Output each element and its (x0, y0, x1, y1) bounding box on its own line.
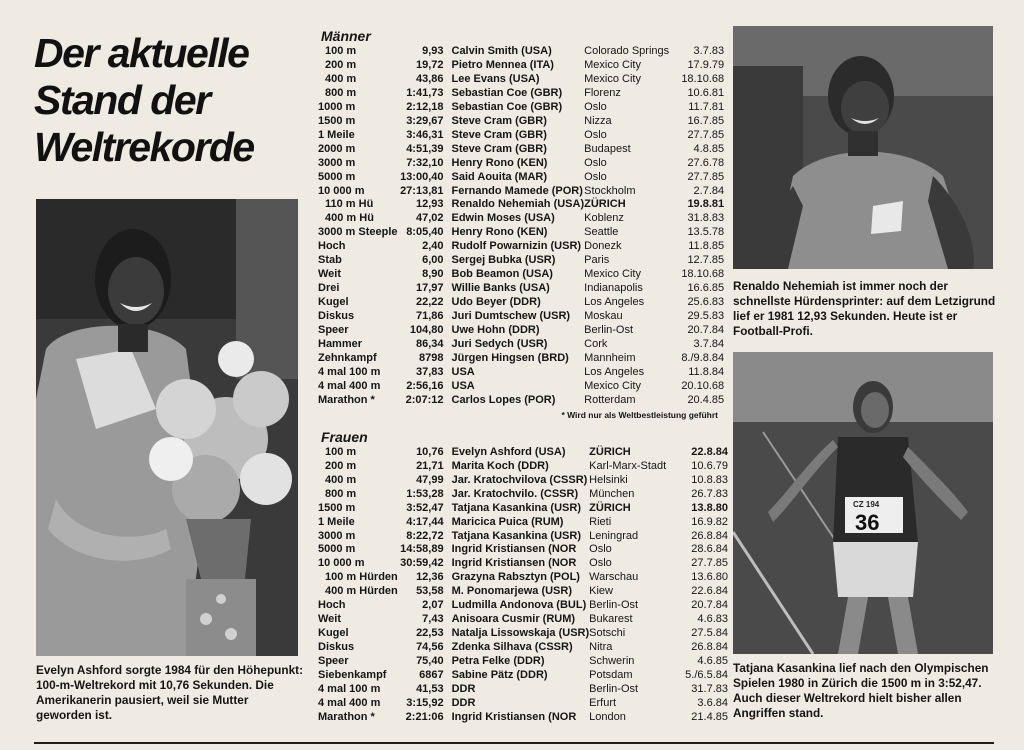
record-row (318, 115, 724, 129)
place-cell: Mexico City (584, 379, 641, 392)
discipline-cell: 4 mal 400 m (318, 696, 381, 709)
date-cell: 31.8.83 (687, 212, 725, 225)
result-cell: 6,00 (422, 254, 444, 267)
athlete-cell: Zdenka Silhava (CSSR) (451, 641, 573, 654)
athlete-cell: Juri Sedych (USR) (451, 338, 548, 351)
record-row (318, 460, 728, 474)
date-cell: 4.6.85 (697, 655, 728, 668)
discipline-cell: Drei (318, 282, 340, 295)
place-cell: Nitra (589, 641, 613, 654)
date-cell: 17.9.79 (687, 58, 725, 71)
result-cell: 7,43 (422, 613, 444, 626)
result-cell: 12,36 (416, 571, 444, 584)
date-cell: 22.8.84 (691, 445, 728, 458)
discipline-cell: Weit (318, 613, 342, 626)
date-cell: 19.8.81 (687, 198, 725, 211)
date-cell: 25.6.83 (687, 296, 725, 309)
caption-nehemiah: Renaldo Nehemiah ist immer noch der schnellste Hürdensprinter: auf dem Letzigrund lief er 1981 12,93 Sekunden. Heute ist er Football-Profi. (733, 279, 996, 338)
athlete-cell: Steve Cram (GBR) (451, 128, 547, 141)
record-row (318, 474, 728, 488)
result-cell: 8798 (419, 351, 444, 364)
athlete-cell: Carlos Lopes (POR) (451, 393, 556, 406)
ashford-photo-illustration (36, 199, 298, 656)
photo-tatjana-kasankina (733, 352, 993, 654)
place-cell: Budapest (584, 142, 631, 155)
discipline-cell: 3000 m (318, 156, 356, 169)
discipline-cell: 800 m (325, 487, 357, 500)
result-cell: 4:51,39 (406, 142, 444, 155)
athlete-cell: USA (451, 379, 475, 392)
result-cell: 12,93 (415, 198, 444, 211)
place-cell: Helsinki (589, 473, 628, 486)
record-row (318, 296, 724, 310)
athlete-cell: Fernando Mamede (POR) (451, 184, 583, 197)
discipline-cell: 400 m (325, 72, 357, 85)
place-cell: Bukarest (589, 613, 633, 626)
date-cell: 27.7.85 (687, 170, 725, 183)
record-row (318, 226, 724, 240)
athlete-cell: Sabine Pätz (DDR) (451, 669, 548, 682)
record-row (318, 530, 728, 544)
result-cell: 6867 (419, 669, 444, 682)
date-cell: 20.7.84 (691, 599, 728, 612)
caption-kasankina: Tatjana Kasankina lief nach den Olympischen Spielen 1980 in Zürich die 1500 m in 3:52,47. Auch dieser Weltrekord hielt bisher allen Angriffen stand. (733, 661, 989, 720)
place-cell: Los Angeles (584, 296, 645, 309)
record-row (318, 45, 724, 59)
place-cell: Colorado Springs (584, 45, 670, 57)
result-cell: 14:58,89 (400, 543, 444, 556)
athlete-cell: Udo Beyer (DDR) (451, 296, 541, 309)
place-cell: Paris (584, 254, 610, 267)
result-cell: 21,71 (416, 459, 444, 472)
athlete-cell: DDR (451, 696, 476, 709)
athlete-cell: Lee Evans (USA) (451, 72, 540, 85)
bottom-rule (34, 742, 994, 744)
place-cell: Koblenz (584, 212, 624, 225)
record-row (318, 171, 724, 185)
photo-evelyn-ashford (36, 199, 298, 656)
record-row (318, 59, 724, 73)
caption-ashford: Evelyn Ashford sorgte 1984 für den Höhepunkt: 100-m-Weltrekord mit 10,76 Sekunden. Die Amerikanerin pausiert, weil sie Mutter geworden ist. (36, 663, 304, 722)
place-cell: Karl-Marx-Stadt (589, 459, 667, 472)
place-cell: Warschau (589, 571, 639, 584)
athlete-cell: Uwe Hohn (DDR) (451, 324, 540, 337)
discipline-cell: 10 000 m (318, 557, 365, 570)
discipline-cell: 1 Meile (318, 128, 355, 141)
result-cell: 41,53 (416, 682, 444, 695)
athlete-cell: Petra Felke (DDR) (451, 655, 545, 668)
place-cell: Potsdam (589, 669, 633, 682)
result-cell: 1:53,28 (406, 487, 444, 500)
place-cell: Donezk (584, 240, 622, 253)
headline-line-3: Weltrekorde (34, 124, 254, 170)
date-cell: 10.6.81 (687, 86, 725, 99)
date-cell: 26.8.84 (691, 641, 728, 654)
place-cell: Leningrad (589, 529, 639, 542)
athlete-cell: Natalja Lissowskaja (USR) (451, 627, 590, 640)
date-cell: 4.6.83 (697, 613, 728, 626)
discipline-cell: 10 000 m (318, 184, 365, 197)
date-cell: 16.6.85 (687, 282, 725, 295)
athlete-cell: Ingrid Kristiansen (NOR (451, 557, 577, 570)
result-cell: 19,72 (415, 58, 444, 71)
result-cell: 47,02 (415, 212, 444, 225)
place-cell: Moskau (584, 310, 623, 323)
date-cell: 22.6.84 (691, 585, 728, 598)
place-cell: Oslo (584, 170, 607, 183)
record-row (318, 73, 724, 87)
discipline-cell: 400 m Hü (325, 212, 374, 225)
record-row (318, 352, 724, 366)
men-records-table (318, 45, 724, 408)
discipline-cell: 2000 m (318, 142, 356, 155)
discipline-cell: Marathon * (318, 710, 375, 723)
result-cell: 17,97 (415, 282, 444, 295)
record-row (318, 212, 724, 226)
athlete-cell: Willie Banks (USA) (451, 282, 550, 295)
discipline-cell: 200 m (325, 58, 357, 71)
date-cell: 13.6.80 (691, 571, 728, 584)
result-cell: 30:59,42 (400, 557, 444, 570)
athlete-cell: Tatjana Kasankina (USR) (451, 529, 581, 542)
record-row (318, 599, 728, 613)
place-cell: Cork (584, 338, 608, 351)
bib-number: 36 (855, 510, 880, 535)
discipline-cell: Weit (318, 268, 342, 281)
record-row (318, 101, 724, 115)
place-cell: London (589, 710, 626, 723)
record-row (318, 143, 724, 157)
result-cell: 71,86 (415, 310, 444, 323)
women-records-table (318, 446, 728, 725)
place-cell: München (589, 487, 635, 500)
place-cell: Indianapolis (584, 282, 643, 295)
record-row (318, 711, 728, 725)
place-cell: Oslo (584, 156, 607, 169)
discipline-cell: 1 Meile (318, 515, 355, 528)
record-row (318, 380, 724, 394)
place-cell: Berlin-Ost (584, 324, 634, 337)
athlete-cell: Jar. Kratochvilova (CSSR) (451, 473, 588, 486)
place-cell: Mexico City (584, 72, 641, 85)
place-cell: Stockholm (584, 184, 636, 197)
kasankina-photo-illustration (733, 352, 993, 654)
headline-line-1: Der aktuelle (34, 30, 249, 76)
nehemiah-photo-illustration (733, 26, 993, 269)
date-cell: 20.10.68 (681, 379, 725, 392)
athlete-cell: Edwin Moses (USA) (451, 212, 555, 225)
photo-renaldo-nehemiah (733, 26, 993, 269)
date-cell: 20.4.85 (687, 393, 725, 406)
result-cell: 8,90 (422, 268, 444, 281)
discipline-cell: Hoch (318, 240, 346, 253)
result-cell: 9,93 (422, 45, 444, 57)
result-cell: 2:56,16 (406, 379, 444, 392)
record-row (318, 683, 728, 697)
result-cell: 8:05,40 (406, 226, 444, 239)
date-cell: 21.4.85 (691, 710, 728, 723)
place-cell: Mexico City (584, 268, 641, 281)
date-cell: 26.8.84 (691, 529, 728, 542)
date-cell: 11.7.81 (688, 100, 725, 113)
result-cell: 1:41,73 (406, 86, 444, 99)
record-row (318, 394, 724, 408)
athlete-cell: Jürgen Hingsen (BRD) (451, 351, 569, 364)
date-cell: 27.7.85 (687, 128, 725, 141)
discipline-cell: Hoch (318, 599, 346, 612)
athlete-cell: Ludmilla Andonova (BUL) (451, 599, 587, 612)
place-cell: Oslo (584, 128, 607, 141)
record-row (318, 254, 724, 268)
result-cell: 86,34 (415, 338, 444, 351)
result-cell: 2:21:06 (405, 710, 444, 723)
result-cell: 43,86 (415, 72, 444, 85)
discipline-cell: 400 m (325, 473, 357, 486)
bib-top-text: CZ 194 (853, 500, 880, 509)
date-cell: 4.8.85 (693, 142, 725, 155)
place-cell: Florenz (584, 86, 621, 99)
record-row (318, 310, 724, 324)
place-cell: Kiew (589, 585, 613, 598)
athlete-cell: Ingrid Kristiansen (NOR (451, 543, 577, 556)
discipline-cell: 400 m Hürden (325, 585, 398, 598)
discipline-cell: 5000 m (318, 543, 356, 556)
date-cell: 20.7.84 (687, 324, 725, 337)
athlete-cell: Tatjana Kasankina (USR) (451, 501, 581, 514)
date-cell: 13.5.78 (687, 226, 725, 239)
record-row (318, 516, 728, 530)
date-cell: 13.8.80 (691, 501, 728, 514)
athlete-cell: Evelyn Ashford (USA) (451, 445, 566, 458)
result-cell: 27:13,81 (400, 184, 444, 197)
discipline-cell: 110 m Hü (325, 198, 374, 211)
discipline-cell: 4 mal 100 m (318, 682, 381, 695)
athlete-cell: Marita Koch (DDR) (451, 459, 549, 472)
discipline-cell: 1000 m (318, 100, 356, 113)
record-row (318, 557, 728, 571)
date-cell: 26.7.83 (691, 487, 728, 500)
headline-line-2: Stand der (34, 77, 210, 123)
athlete-cell: Steve Cram (GBR) (451, 142, 547, 155)
athlete-cell: DDR (451, 682, 476, 695)
record-row (318, 446, 728, 460)
athlete-cell: Henry Rono (KEN) (451, 226, 548, 239)
discipline-cell: Siebenkampf (318, 669, 387, 682)
date-cell: 8./9.8.84 (681, 351, 725, 364)
result-cell: 22,22 (415, 296, 444, 309)
record-row (318, 87, 724, 101)
discipline-cell: Marathon * (318, 393, 375, 406)
discipline-cell: Kugel (318, 296, 349, 309)
discipline-cell: Diskus (318, 310, 355, 323)
discipline-cell: 100 m Hürden (325, 571, 398, 584)
athlete-cell: Bob Beamon (USA) (451, 268, 553, 281)
date-cell: 18.10.68 (681, 72, 725, 85)
date-cell: 29.5.83 (687, 310, 725, 323)
record-row (318, 488, 728, 502)
record-row (318, 627, 728, 641)
athlete-cell: Anisoara Cusmir (RUM) (451, 613, 576, 626)
athlete-cell: Juri Dumtschew (USR) (451, 310, 571, 323)
discipline-cell: Hammer (318, 338, 363, 351)
date-cell: 3.7.84 (693, 338, 725, 351)
place-cell: Berlin-Ost (589, 682, 639, 695)
result-cell: 10,76 (416, 445, 444, 458)
place-cell: Seattle (584, 226, 619, 239)
place-cell: Oslo (589, 557, 612, 570)
athlete-cell: Henry Rono (KEN) (451, 156, 548, 169)
record-row (318, 324, 724, 338)
place-cell: Mexico City (584, 58, 641, 71)
place-cell: Los Angeles (584, 365, 645, 378)
discipline-cell: 100 m (325, 45, 357, 57)
result-cell: 3:29,67 (406, 114, 444, 127)
place-cell: Oslo (584, 100, 607, 113)
result-cell: 37,83 (415, 365, 444, 378)
result-cell: 3:15,92 (406, 696, 444, 709)
athlete-cell: Steve Cram (GBR) (451, 114, 547, 127)
place-cell: ZÜRICH (584, 198, 626, 211)
athlete-cell: Renaldo Nehemiah (USA) (451, 198, 585, 211)
place-cell: Erfurt (589, 696, 617, 709)
date-cell: 3.7.83 (693, 45, 725, 57)
discipline-cell: 1500 m (318, 501, 356, 514)
result-cell: 2,40 (422, 240, 444, 253)
result-cell: 3:46,31 (406, 128, 444, 141)
result-cell: 2,07 (422, 599, 444, 612)
record-row (318, 613, 728, 627)
place-cell: Nizza (584, 114, 612, 127)
record-row (318, 543, 728, 557)
result-cell: 13:00,40 (400, 170, 444, 183)
place-cell: Berlin-Ost (589, 599, 639, 612)
athlete-cell: Said Aouita (MAR) (451, 170, 548, 183)
record-row (318, 571, 728, 585)
record-row (318, 157, 724, 171)
date-cell: 11.8.84 (688, 365, 725, 378)
date-cell: 10.8.83 (691, 473, 728, 486)
record-row (318, 641, 728, 655)
date-cell: 27.6.78 (687, 156, 725, 169)
discipline-cell: 1500 m (318, 114, 356, 127)
date-cell: 27.5.84 (691, 627, 728, 640)
place-cell: Mannheim (584, 351, 636, 364)
discipline-cell: Diskus (318, 641, 355, 654)
place-cell: Sotschi (589, 627, 626, 640)
result-cell: 104,80 (409, 324, 444, 337)
result-cell: 74,56 (416, 641, 444, 654)
discipline-cell: 3000 m (318, 529, 356, 542)
date-cell: 11.8.85 (688, 240, 725, 253)
discipline-cell: Zehnkampf (318, 351, 377, 364)
date-cell: 3.6.84 (697, 696, 728, 709)
record-row (318, 655, 728, 669)
record-row (318, 669, 728, 683)
athlete-cell: M. Ponomarjewa (USR) (451, 585, 572, 598)
place-cell: Schwerin (589, 655, 635, 668)
athlete-cell: USA (451, 365, 475, 378)
women-section-title: Frauen (321, 428, 368, 445)
world-records-list (318, 28, 728, 725)
place-cell: ZÜRICH (589, 445, 631, 458)
athlete-cell: Calvin Smith (USA) (451, 45, 552, 57)
date-cell: 2.7.84 (693, 184, 725, 197)
result-cell: 53,58 (416, 585, 444, 598)
date-cell: 5./6.5.84 (685, 669, 728, 682)
discipline-cell: 3000 m Steeple (318, 226, 398, 239)
discipline-cell: 800 m (325, 86, 357, 99)
date-cell: 18.10.68 (681, 268, 725, 281)
athlete-cell: Maricica Puica (RUM) (451, 515, 564, 528)
record-row (318, 366, 724, 380)
date-cell: 16.7.85 (687, 114, 725, 127)
record-row (318, 129, 724, 143)
place-cell: Rieti (589, 515, 612, 528)
athlete-cell: Sebastian Coe (GBR) (451, 86, 563, 99)
record-row (318, 268, 724, 282)
record-row (318, 240, 724, 254)
result-cell: 2:07:12 (405, 393, 444, 406)
athlete-cell: Pietro Mennea (ITA) (451, 58, 554, 71)
result-cell: 3:52,47 (406, 501, 444, 514)
date-cell: 31.7.83 (691, 682, 728, 695)
discipline-cell: 5000 m (318, 170, 356, 183)
date-cell: 16.9.82 (691, 515, 728, 528)
result-cell: 7:32,10 (406, 156, 444, 169)
athlete-cell: Sergej Bubka (USR) (451, 254, 556, 267)
discipline-cell: Speer (318, 655, 349, 668)
athlete-cell: Ingrid Kristiansen (NOR (451, 710, 577, 723)
record-row (318, 185, 724, 199)
result-cell: 2:12,18 (406, 100, 444, 113)
athlete-cell: Rudolf Powarnizin (USR) (451, 240, 582, 253)
place-cell: ZÜRICH (589, 501, 631, 514)
result-cell: 4:17,44 (406, 515, 444, 528)
men-section-title: Männer (321, 28, 371, 44)
record-row (318, 198, 724, 212)
place-cell: Oslo (589, 543, 612, 556)
athlete-cell: Jar. Kratochvilo. (CSSR) (451, 487, 579, 500)
place-cell: Rotterdam (584, 393, 636, 406)
record-row (318, 338, 724, 352)
date-cell: 12.7.85 (687, 254, 725, 267)
discipline-cell: 4 mal 100 m (318, 365, 381, 378)
date-cell: 10.6.79 (691, 459, 728, 472)
date-cell: 28.6.84 (691, 543, 728, 556)
athlete-cell: Sebastian Coe (GBR) (451, 100, 563, 113)
result-cell: 75,40 (416, 655, 444, 668)
record-row (318, 697, 728, 711)
page-headline (34, 30, 304, 171)
discipline-cell: 100 m (325, 445, 357, 458)
result-cell: 8:22,72 (406, 529, 444, 542)
athlete-cell: Grazyna Rabsztyn (POL) (451, 571, 580, 584)
discipline-cell: Stab (318, 254, 342, 267)
result-cell: 47,99 (416, 473, 444, 486)
marathon-footnote: * Wird nur als Weltbestleistung geführt (561, 409, 718, 420)
discipline-cell: Speer (318, 324, 349, 337)
result-cell: 22,53 (416, 627, 444, 640)
discipline-cell: Kugel (318, 627, 349, 640)
date-cell: 27.7.85 (691, 557, 728, 570)
discipline-cell: 200 m (325, 459, 357, 472)
record-row (318, 502, 728, 516)
record-row (318, 282, 724, 296)
record-row (318, 585, 728, 599)
discipline-cell: 4 mal 400 m (318, 379, 381, 392)
